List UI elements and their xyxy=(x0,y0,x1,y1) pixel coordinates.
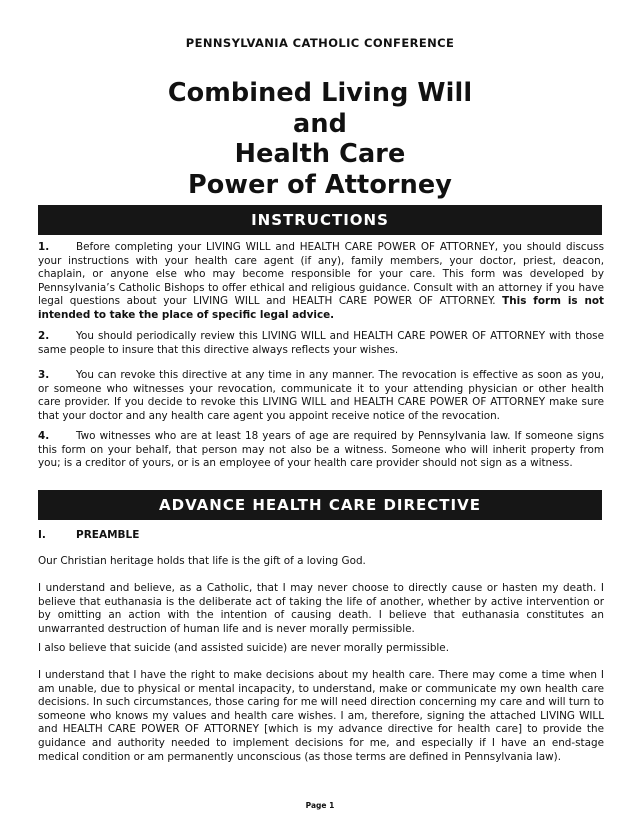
preamble-paragraph: I understand and believe, as a Catholic, that I may never choose to directly cause or hasten my death. I believe that euthanasia is the deliberate act of taking the life of another, whether by active intervention or by omitting an action with the intention of causing death. I believe that euthanasia constitutes an unwarranted destruction of human life and is never morally permissible. xyxy=(38,582,604,635)
instruction-number: 4. xyxy=(38,430,50,442)
instruction-number: 3. xyxy=(38,369,50,381)
instruction-text: You should periodically review this LIVING WILL and HEALTH CARE POWER OF ATTORNEY with those same people to insure that this directive always reflects your wishes. xyxy=(38,330,604,356)
title-line: Health Care xyxy=(234,139,406,169)
section-heading xyxy=(38,529,139,541)
document-title xyxy=(0,78,640,200)
section-number: I. xyxy=(38,529,46,541)
instruction-bold-note: This form is not intended to take the place of specific legal advice. xyxy=(38,295,604,321)
instruction-text: Before completing your LIVING WILL and HEALTH CARE POWER OF ATTORNEY, you should discuss your instructions with your health care agent (if any), family members, your doctor, priest, deacon, chaplain, or anyone else who may become responsible for your care. This form was developed by Pennsylvania’s Catholic Bishops to offer ethical and religious guidance. Consult with an attorney if you have legal questions about your LIVING WILL and HEALTH CARE POWER OF ATTORNEY. xyxy=(38,241,604,308)
section-title: PREAMBLE xyxy=(76,529,140,541)
instructions-heading-bar: INSTRUCTIONS xyxy=(38,205,602,235)
preamble-paragraph: I also believe that suicide (and assisted suicide) are never morally permissible. xyxy=(38,642,449,654)
instruction-text: You can revoke this directive at any time in any manner. The revocation is effective as soon as you, or someone who witnesses your revocation, communicate it to your attending physician or other health care provider. If you decide to revoke this LIVING WILL and HEALTH CARE POWER OF ATTORNEY make sure that your doctor and any health care agent you appoint receive notice of the revocation. xyxy=(38,369,604,422)
instruction-item-1 xyxy=(38,241,604,323)
title-line: Power of Attorney xyxy=(188,169,452,200)
instruction-text: Two witnesses who are at least 18 years of age are required by Pennsylvania law. If someone signs this form on your behalf, that person may not also be a witness. Someone who will inherit property from you; is a creditor of yours, or is an employee of your health care provider should not sign as a witness. xyxy=(38,430,604,470)
preamble-paragraph: I understand that I have the right to make decisions about my health care. There may come a time when I am unable, due to physical or mental incapacity, to understand, make or communicate my own health care decisions. In such circumstances, those caring for me will need direction concerning my care and will turn to someone who knows my values and health care wishes. I am, therefore, signing the attached LIVING WILL and HEALTH CARE POWER OF ATTORNEY [which is my advance directive for health care] to provide the guidance and authority needed to implement decisions for me, and especially if I have an end-stage medical condition or am permanently unconscious (as those terms are defined in Pennsylvania law). xyxy=(38,669,604,763)
instruction-item-2 xyxy=(38,330,604,357)
page-number: Page 1 xyxy=(305,801,335,810)
instruction-item-3 xyxy=(38,369,604,423)
preamble-paragraph: Our Christian heritage holds that life is the gift of a loving God. xyxy=(38,555,366,567)
title-line: and xyxy=(293,108,347,139)
instruction-number: 1. xyxy=(38,241,50,253)
organization-name: PENNSYLVANIA CATHOLIC CONFERENCE xyxy=(185,36,455,50)
instruction-item-4 xyxy=(38,430,604,471)
instruction-number: 2. xyxy=(38,330,50,342)
title-line: Combined Living Will xyxy=(167,78,473,108)
directive-heading-bar: ADVANCE HEALTH CARE DIRECTIVE xyxy=(38,490,602,520)
